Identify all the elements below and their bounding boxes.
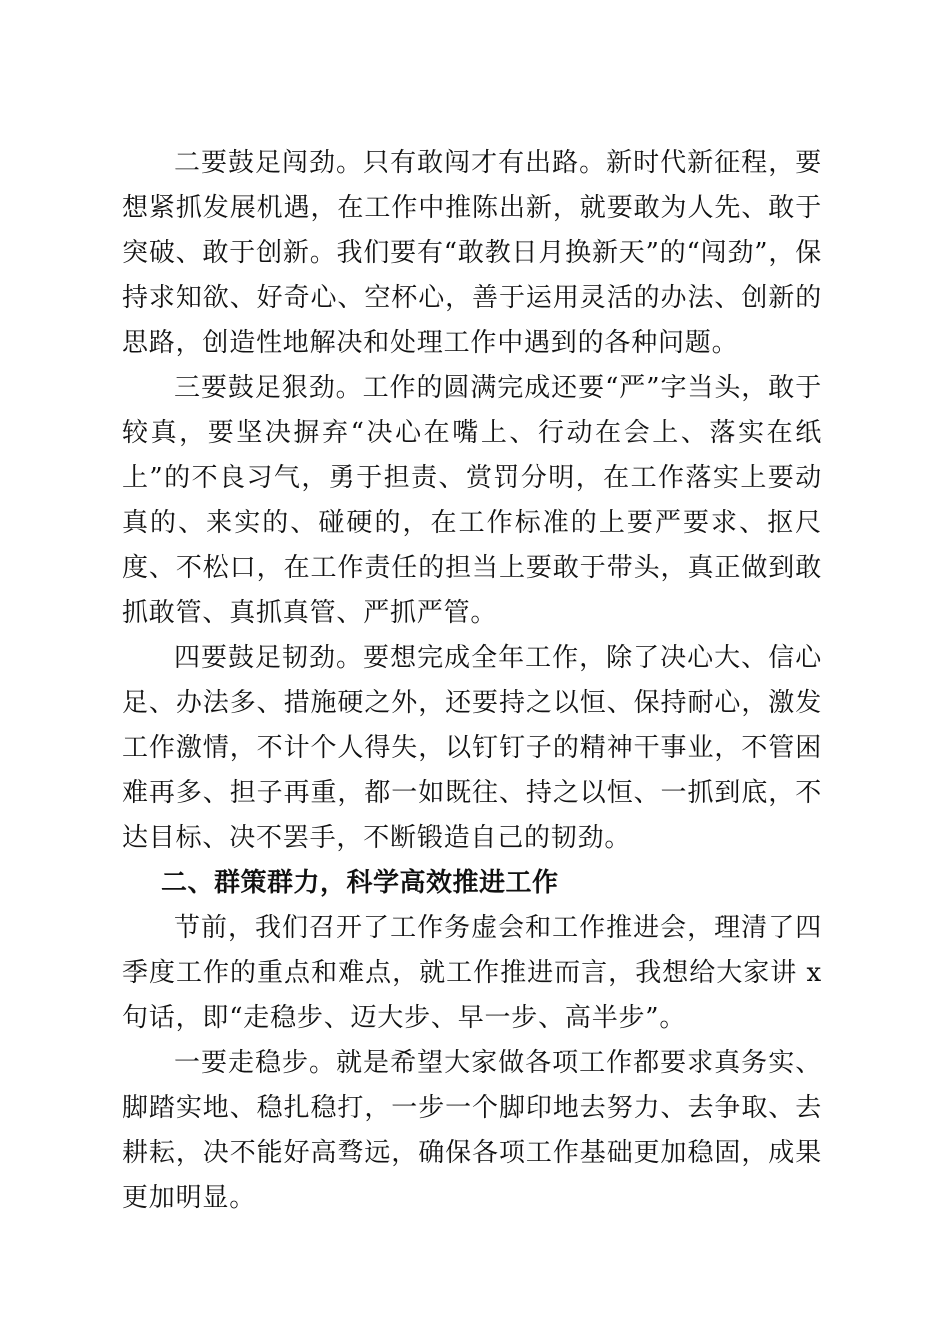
document-body [122, 141, 822, 1221]
paragraph-henjin: 三要鼓足狠劲。工作的圆满完成还要“严”字当头，敢于较真，要坚决摒弃“决心在嘴上、行动在会上、落实在纸上”的不良习气，勇于担责、赏罚分明，在工作落实上要动真的、来实的、碰硬的，在工作标准的上要严要求、抠尺度、不松口，在工作责任的担当上要敢于带头，真正做到敢抓敢管、真抓真管、严抓严管。 [122, 373, 822, 628]
paragraph-wenbu: 一要走稳步。就是希望大家做各项工作都要求真务实、脚踏实地、稳扎稳打，一步一个脚印地去努力、去争取、去耕耘，决不能好高骛远，确保各项工作基础更加稳固，成果更加明显。 [122, 1048, 822, 1213]
section-heading: 二、群策群力，科学高效推进工作 [161, 868, 559, 898]
paragraph-intro: 节前，我们召开了工作务虚会和工作推进会，理清了四季度工作的重点和难点，就工作推进而言，我想给大家讲 x 句话，即“走稳步、迈大步、早一步、高半步”。 [122, 913, 822, 1033]
paragraph-renjin: 四要鼓足韧劲。要想完成全年工作，除了决心大、信心足、办法多、措施硬之外，还要持之以恒、保持耐心，激发工作激情，不计个人得失，以钉钉子的精神干事业，不管困难再多、担子再重，都一如既往、持之以恒、一抓到底，不达目标、决不罢手，不断锻造自己的韧劲。 [122, 643, 822, 853]
paragraph-chuangjin: 二要鼓足闯劲。只有敢闯才有出路。新时代新征程，要想紧抓发展机遇，在工作中推陈出新，就要敢为人先、敢于突破、敢于创新。我们要有“敢教日月换新天”的“闯劲”，保持求知欲、好奇心、空杯心，善于运用灵活的办法、创新的思路，创造性地解决和处理工作中遇到的各种问题。 [122, 148, 822, 358]
